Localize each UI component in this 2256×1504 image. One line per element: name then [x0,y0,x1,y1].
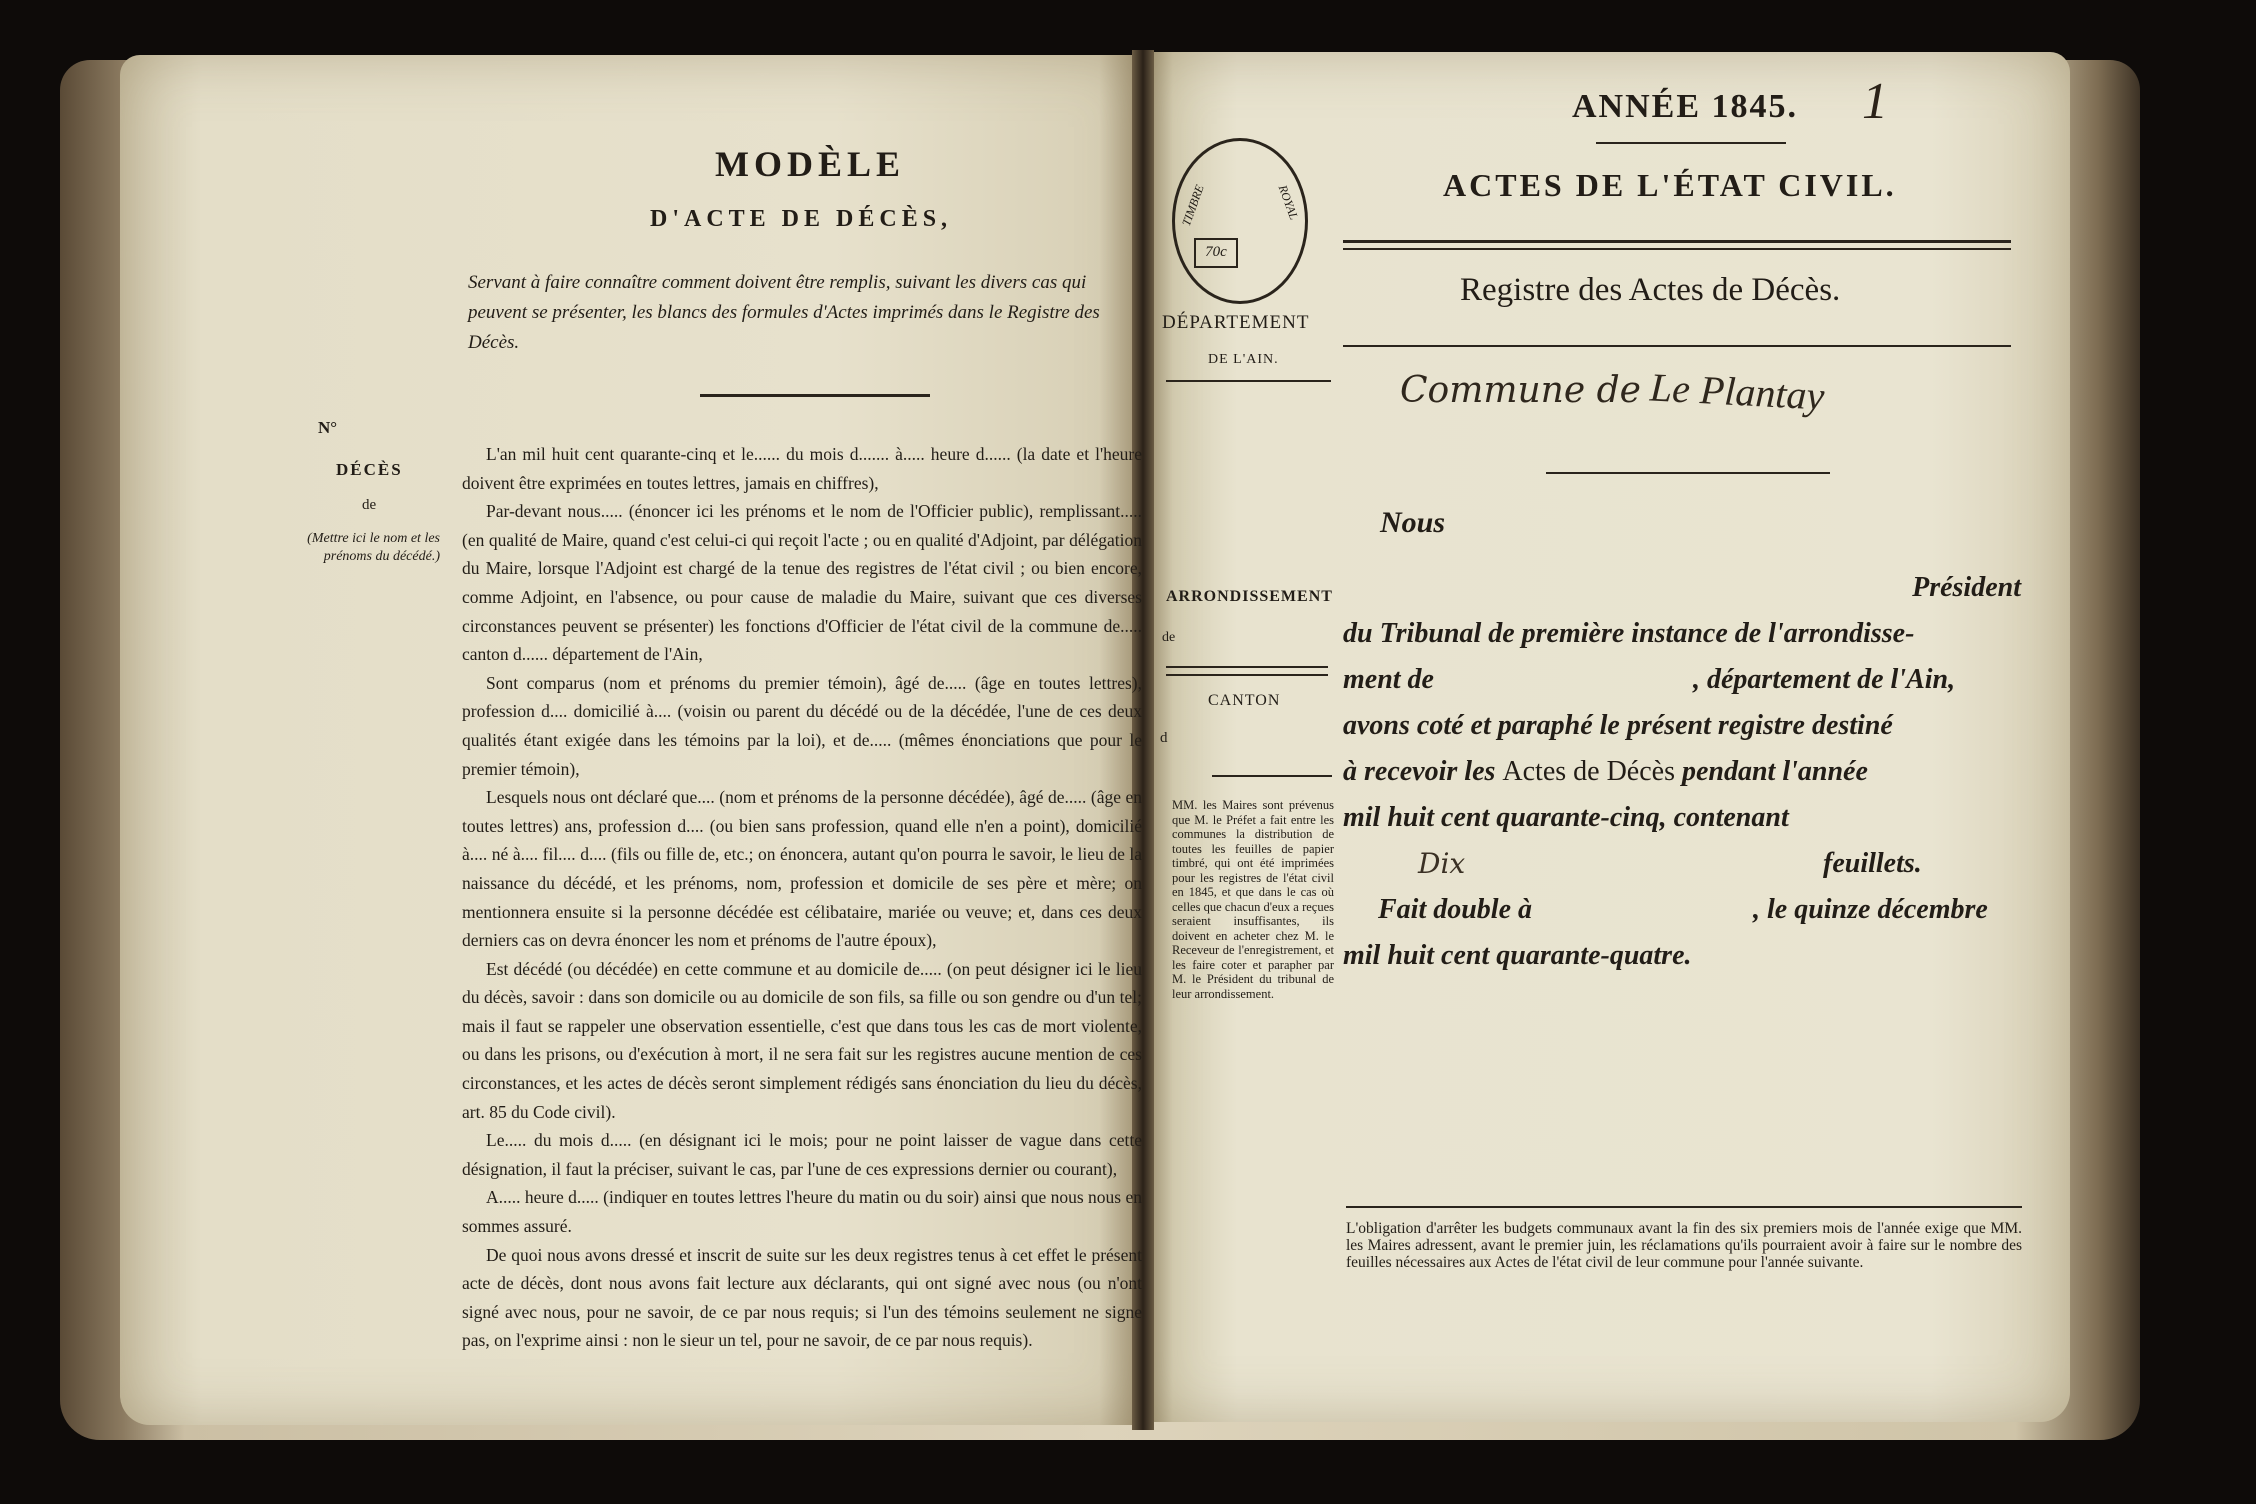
ornament-rule [700,394,930,397]
text: , département de l'Ain, [1693,664,1956,695]
text: Fait double à [1378,894,1533,925]
folio-number: 1 [1862,73,1888,130]
text: feuillets. [1823,848,1922,879]
intro-text: Servant à faire connaître comment doivent être remplis, suivant les divers cas qui peuvent se présenter, les blancs des formules d'Actes imprimés dans le Registre des Décès. [468,272,1100,353]
rule [1166,666,1328,668]
margin-deces: DÉCÈS [336,460,403,479]
line [1343,749,2021,795]
paragraph: L'an mil huit cent quarante-cinq et le...... du mois d....... à..... heure d...... (la date et l'heure doivent être exprimées en toutes lettres, jamais en chiffres), [462,444,1142,493]
page-subtitle: D'ACTE DE DÉCÈS, [650,206,953,232]
margin-note: (Mettre ici le nom et les prénoms du décédé.) [307,531,440,564]
page-title: MODÈLE [715,144,906,184]
paragraph: De quoi nous avons dressé et inscrit de suite sur les deux registres tenus à cet effet le présent acte de décès, dont nous avons fait lecture aux déclarants, qui ont signé avec nous (ou n'ont signé avec nous, pour ne savoir, de ce par nous requis; si l'un des témoins seulement ne signe pas, on l'exprime ainsi : non le sieur un tel, pour ne savoir, de ce par nous requis). [462,1244,1142,1351]
year-heading: ANNÉE 1845. [1572,88,1799,125]
rule [1166,674,1328,676]
margin-number: N° [318,418,338,437]
line [1343,611,2021,657]
margin-de: de [362,497,377,513]
president-text: Président [1912,572,2021,603]
double-rule [1343,240,2011,243]
paragraph: Par-devant nous..... (énoncer ici les prénoms et le nom de l'Officier public), remplissant..... (en qualité de Maire, quand c'est celui-ci qui reçoit l'acte ; ou en qualité d'Adjoint, par délégation du Maire, lorsque l'Adjoint est chargé de la tenue des registres de l'état civil ; ou bien encore, comme Adjoint, en l'absence, ou pour cause de maladie du Maire, suivant que ces diverses circonstances peuvent se présenter) les fonctions d'Officier de l'état civil de la commune de..... canton d...... département de l'Ain, [462,501,1142,665]
certification-text [1343,565,2021,979]
register-title: Registre des Actes de Décès. [1460,272,1841,308]
paragraph: Lesquels nous ont déclaré que.... (nom et prénoms de la personne décédée), âgé de..... (âge en toutes lettres) ans, profession d.... (ou bien sans profession, quand elle n'en a point), domicilié à.... né à.... fil.... d.... (fils ou fille de, etc.; on énoncera, autant qu'on pourra le savoir, le lieu de la naissance du décédé, et les prénoms, nom, profession et domicile de ses père et mère; on mentionnera ensuite si la personne décédée est célibataire, mariée ou veuve; et, dans ces deux derniers cas on devra énoncer les nom et prénoms de l'autre époux), [462,787,1142,951]
handwritten-count: Dix [1418,847,1466,880]
commune-name: Le Plantay [1648,364,1826,419]
text: mil huit cent quarante-cinq, contenant [1343,802,1789,833]
line [1343,841,2021,887]
arrondissement-de: de [1162,630,1176,645]
rule [1166,380,1331,382]
ornament-rule [1546,472,1830,474]
text: mil huit cent quarante-quatre. [1343,940,1692,971]
rule [1346,1206,2022,1208]
line [1343,657,2021,703]
text: , le quinze décembre [1753,894,1988,925]
text: pendant l'année [1681,756,1868,787]
text: à recevoir les [1343,756,1496,787]
footnote: L'obligation d'arrêter les budgets communaux avant la fin des six premiers mois de l'année exige que MM. les Maires adressent, avant le premier juin, les réclamations qu'ils pourraient avoir à faire sur le nombre des feuilles nécessaires aux Actes de l'état civil de leur commune pour l'année suivante. [1346,1220,2022,1271]
paragraph: A..... heure d..... (indiquer en toutes lettres l'heure du matin ou du soir) ainsi que nous nous en sommes assuré. [462,1187,1142,1237]
double-rule [1343,248,2011,250]
text: avons coté et paraphé le présent registre destiné [1343,710,1893,741]
text: Actes de Décès [1502,756,1675,787]
department-label: DÉPARTEMENT [1162,312,1310,333]
rule [1212,775,1332,777]
ornament-rule [1596,142,1786,144]
model-act-text [462,440,1142,1355]
department-name: DE L'AIN. [1208,352,1279,367]
line [1343,933,2021,979]
line [1343,795,2021,841]
nous-label: Nous [1380,506,1446,539]
maires-note: MM. les Maires sont prévenus que M. le Préfet a fait entre les communes la distribution de toutes les feuilles de papier timbré, qui ont été imprimées pour les registres de l'état civil en 1845, et que dans le cas où celles que chacun d'eux a reçues seraient insuffisantes, ils doivent en acheter chez M. le Receveur de l'enregistrement, et les faire coter et parapher par M. le Président du tribunal de leur arrondissement. [1172,798,1334,1001]
arrondissement-label: ARRONDISSEMENT [1166,588,1333,605]
canton-label: CANTON [1208,692,1281,709]
paragraph: Le..... du mois d..... (en désignant ici le mois; pour ne point laisser de vague dans cette désignation, il faut la préciser, suivant le cas, par l'une de ces expressions dernier ou courant), [462,1130,1142,1179]
section-header: ACTES DE L'ÉTAT CIVIL. [1443,167,1897,203]
stamp-label-right: ROYAL [1275,183,1302,222]
line [1343,703,2021,749]
stamp-value: 70c [1194,238,1238,268]
rule [1343,345,2011,347]
paragraph: Sont comparus (nom et prénoms du premier témoin), âgé de..... (âge en toutes lettres), profession d.... domicilié à.... (voisin ou parent du décédé ou de la décédée, l'une de ces deux qualités étant exigée dans les témoins par la loi), et de..... (mêmes énonciations que pour le premier témoin), [462,672,1142,779]
line [1343,565,2021,611]
line [1343,887,2021,933]
canton-d: d [1160,730,1168,746]
paragraph: Est décédé (ou décédée) en cette commune et au domicile de..... (on peut désigner ici le lieu du décès, savoir : dans son domicile ou au domicile de son fils, sa fille ou son gendre ou d'un tel; mais il faut se rappeler une observation essentielle, c'est que dans tous les cas de mort violente, ou dans les prisons, ou d'exécution à mort, il ne sera fait sur les registres aucune mention de ces circonstances, et les actes de décès seront simplement rédigés sans énonciation du lieu du décès, art. 85 du Code civil). [462,958,1142,1122]
text: ment de [1343,664,1434,695]
commune-label: Commune de [1400,370,1641,411]
stamp-label-left: TIMBRE [1178,182,1207,228]
tribunal-text: du Tribunal de première instance de l'arrondisse- [1343,618,1915,649]
